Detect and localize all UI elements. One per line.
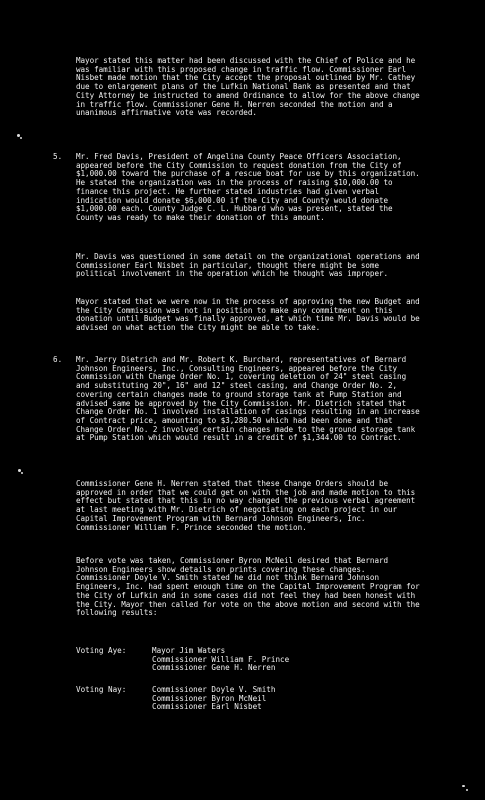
voting-aye-label: Voting Aye: — [76, 646, 127, 655]
paragraph-budget-statement: Mayor stated that we were now in the process of approving the new Budget and the City Commission was not in position to make any commitment on this donation until Budget was finally approved, at which time Mr. Davis would be advised on what action the City might be able to take. — [76, 297, 425, 333]
voting-nay-names: Commissioner Doyle V. Smith Commissioner Byron McNeil Commissioner Earl Nisbet — [152, 685, 276, 712]
voting-nay-label: Voting Nay: — [76, 685, 127, 694]
item-number-6: 6. — [53, 355, 63, 364]
voting-aye-names: Mayor Jim Waters Commissioner William F. Prince Commissioner Gene H. Nerren — [152, 646, 290, 673]
paragraph-traffic-motion: Mayor stated this matter had been discussed with the Chief of Police and he was familiar with this proposed change in traffic flow. Commissioner Earl Nisbet made motion that the City accept the proposal outlined by Mr. Cathey due to enlargement plans of the Lufkin National Bank as presented and that City Attorney be instructed to amend Ordinance to allow for the above change in traffic flow. Commissioner Gene H. Nerren seconded the motion and a unanimous affirmative vote was recorded. — [76, 56, 425, 118]
scan-speck — [21, 472, 23, 474]
paragraph-change-orders: Mr. Jerry Dietrich and Mr. Robert K. Burchard, representatives of Bernard Johnson Engineers, Inc., Consulting Engineers, appeared before the City Commission with Change Order No. 1, covering deletion of 24" steel casing and substituting 20", 16" and 12" steel casing, and Change Order No. 2, covering certain changes made to ground storage tank at Pump Station and advised same be approved by the City Commission. Mr. Dietrich stated that Change Order No. 1 involved installation of casings resulting in an increase of Contract price, amounting to $3,280.50 which had been done and that Change Order No. 2 involved certain changes made to the ground storage tank at Pump Station which would result in a credit of $1,344.00 to Contract. — [76, 355, 425, 443]
scan-speck — [466, 789, 468, 791]
scan-speck — [462, 785, 465, 787]
paragraph-vote-discussion: Before vote was taken, Commissioner Byron McNeil desired that Bernard Johnson Engineers show details on prints covering these changes. Commissioner Doyle V. Smith stated he did not think Bernard Johnson Engineers, Inc. had spent enough time on the Capital Improvement Program for the City of Lufkin and in some cases did not feel they had been honest with the City. Mayor then called for vote on the above motion and second with the following results: — [76, 556, 425, 618]
item-number-5: 5. — [53, 152, 63, 161]
paragraph-nerren-motion: Commissioner Gene H. Nerren stated that these Change Orders should be approved in order that we could get on with the job and made motion to this effect but stated that this in no way changed the previous verbal agreement at last meeting with Mr. Dietrich of negotiating on each project in our Capital Improvement Program with Bernard Johnson Engineers, Inc. Commissioner William F. Prince seconded the motion. — [76, 479, 420, 532]
paragraph-davis-questioned: Mr. Davis was questioned in some detail on the organizational operations and Commissioner Earl Nisbet in particular, thought there might be some political involvement in the operation which he thought was improper. — [76, 252, 425, 279]
scan-speck — [20, 137, 22, 139]
paragraph-davis-request: Mr. Fred Davis, President of Angelina County Peace Officers Association, appeared before the City Commission to request donation from the City of $1,000.00 toward the purchase of a rescue boat for use by this organization. He stated the organization was in the process of raising $10,000.00 to finance this project. He further stated industries had given verbal indication would donate $6,000.00 if the City and County would donate $1,000.00 each. County Judge C. L. Hubbard who was present, stated the County was ready to make their donation of this amount. — [76, 152, 425, 222]
